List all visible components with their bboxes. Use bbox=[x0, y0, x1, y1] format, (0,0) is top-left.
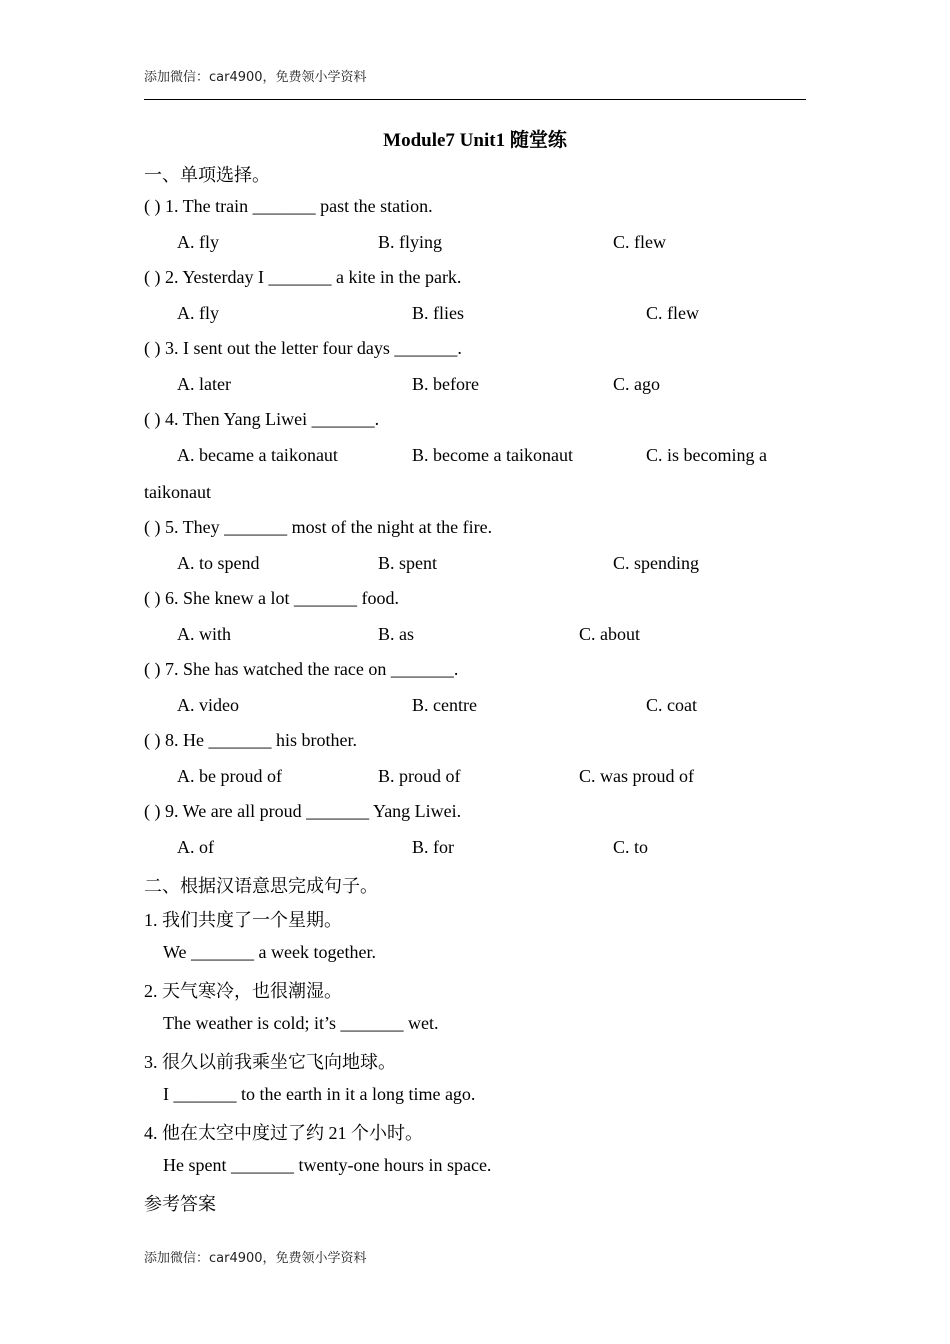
q6-option-a: A. with bbox=[177, 624, 231, 644]
q4-option-b: B. become a taikonaut bbox=[412, 445, 573, 465]
q6-option-b: B. as bbox=[378, 624, 414, 644]
q3-option-b: B. before bbox=[412, 374, 479, 394]
question-6: ( ) 6. She knew a lot _______ food. bbox=[144, 588, 399, 608]
s2-item-2-chinese: 2. 天气寒冷，也很潮湿。 bbox=[144, 981, 342, 1001]
question-2: ( ) 2. Yesterday I _______ a kite in the park. bbox=[144, 267, 462, 287]
q5-option-b: B. spent bbox=[378, 553, 438, 573]
question-9: ( ) 9. We are all proud _______ Yang Liwei. bbox=[144, 801, 462, 821]
question-3: ( ) 3. I sent out the letter four days _______. bbox=[144, 338, 462, 358]
q9-option-c: C. to bbox=[613, 837, 649, 857]
s2-item-1-english: We _______ a week together. bbox=[163, 942, 376, 962]
q6-option-c: C. about bbox=[579, 624, 640, 644]
q4-option-c-continued: taikonaut bbox=[144, 482, 211, 502]
q8-option-c: C. was proud of bbox=[579, 766, 694, 786]
q8-option-a: A. be proud of bbox=[177, 766, 282, 786]
footer-text: 添加微信：car4900，免费领小学资料 bbox=[144, 1251, 367, 1266]
q1-option-c: C. flew bbox=[613, 232, 666, 252]
section1-heading: 一、单项选择。 bbox=[144, 165, 270, 185]
s2-item-4-english: He spent _______ twenty-one hours in space. bbox=[163, 1155, 492, 1175]
s2-item-4-chinese: 4. 他在太空中度过了约 21 个小时。 bbox=[144, 1123, 423, 1143]
question-7: ( ) 7. She has watched the race on _______. bbox=[144, 659, 459, 679]
page-title: Module7 Unit1 随堂练 bbox=[383, 130, 567, 151]
q4-option-c: C. is becoming a bbox=[646, 445, 767, 465]
q5-option-a: A. to spend bbox=[177, 553, 260, 573]
s2-item-1-chinese: 1. 我们共度了一个星期。 bbox=[144, 910, 342, 930]
q7-option-b: B. centre bbox=[412, 695, 477, 715]
q2-option-c: C. flew bbox=[646, 303, 699, 323]
q8-option-b: B. proud of bbox=[378, 766, 461, 786]
header-text: 添加微信：car4900，免费领小学资料 bbox=[144, 70, 367, 85]
q5-option-c: C. spending bbox=[613, 553, 700, 573]
q9-option-b: B. for bbox=[412, 837, 454, 857]
q2-option-b: B. flies bbox=[412, 303, 464, 323]
s2-item-3-english: I _______ to the earth in it a long time ago. bbox=[163, 1084, 476, 1104]
question-5: ( ) 5. They _______ most of the night at the fire. bbox=[144, 517, 493, 537]
q3-option-c: C. ago bbox=[613, 374, 660, 394]
q3-option-a: A. later bbox=[177, 374, 231, 394]
question-8: ( ) 8. He _______ his brother. bbox=[144, 730, 357, 750]
section2-heading: 二、根据汉语意思完成句子。 bbox=[144, 876, 378, 896]
q4-option-a: A. became a taikonaut bbox=[177, 445, 338, 465]
q9-option-a: A. of bbox=[177, 837, 214, 857]
q1-option-b: B. flying bbox=[378, 232, 443, 252]
question-4: ( ) 4. Then Yang Liwei _______. bbox=[144, 409, 380, 429]
answers-heading: 参考答案 bbox=[144, 1194, 216, 1214]
question-1: ( ) 1. The train _______ past the station. bbox=[144, 196, 433, 216]
q1-option-a: A. fly bbox=[177, 232, 219, 252]
header-rule bbox=[144, 99, 806, 100]
s2-item-3-chinese: 3. 很久以前我乘坐它飞向地球。 bbox=[144, 1052, 396, 1072]
q2-option-a: A. fly bbox=[177, 303, 219, 323]
q7-option-a: A. video bbox=[177, 695, 239, 715]
s2-item-2-english: The weather is cold; it’s _______ wet. bbox=[163, 1013, 439, 1033]
q7-option-c: C. coat bbox=[646, 695, 697, 715]
